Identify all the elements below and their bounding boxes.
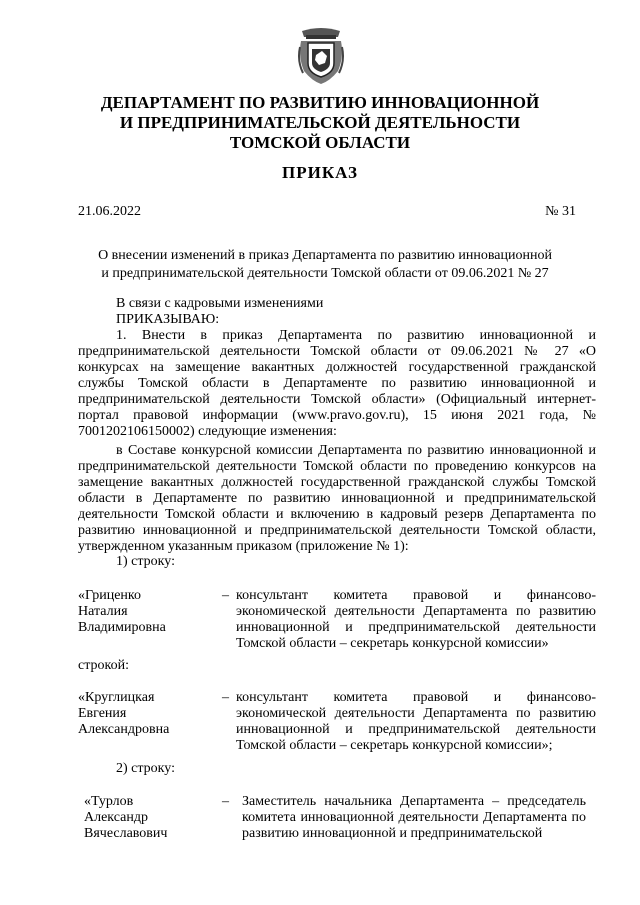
- order-word: ПРИКАЗЫВАЮ:: [116, 312, 220, 327]
- subject-line-2: и предпринимательской деятельности Томской области от 09.06.2021 № 27: [101, 266, 549, 281]
- organization-line-2: И ПРЕДПРИНИМАТЕЛЬСКОЙ ДЕЯТЕЛЬНОСТИ: [119, 113, 521, 132]
- item-1-paragraph: 1. Внести в приказ Департамента по развитию инновационной и предпринимательской деятельности Томской области от 09.06.2021 № 27 «О конкурсах на замещение вакантных должностей государственной гражданской службы Томской области в Департаменте по развитию инновационной и предпринимательской деятельности Томской области» (Официальный интернет-портал правовой информации (www.pravo.gov.ru), 15 июня 2021 года, № 7001202106150002) следующие изменения:: [78, 328, 596, 439]
- document-type: ПРИКАЗ: [282, 163, 358, 182]
- row1-patronymic: Владимировна: [78, 620, 166, 635]
- row1-first-name: Наталия: [78, 604, 128, 619]
- row1-dash: –: [222, 588, 229, 603]
- organization-line-1: ДЕПАРТАМЕНТ ПО РАЗВИТИЮ ИННОВАЦИОННОЙ: [100, 93, 540, 112]
- row1-name: [78, 588, 166, 636]
- row3-position: Заместитель начальника Департамента – председатель комитета инновационной деятельности Департамента по развитию инновационной и предпринимательской: [242, 794, 586, 841]
- row3-name: [84, 794, 167, 842]
- row2-surname: «Круглицкая: [78, 690, 155, 705]
- row2-patronymic: Александровна: [78, 722, 170, 737]
- reason-text: В связи с кадровыми изменениями: [116, 296, 324, 311]
- document-subject: [90, 247, 560, 283]
- sub-item-2-label: 2) строку:: [116, 761, 175, 776]
- row1-surname: «Гриценко: [78, 588, 141, 603]
- coat-of-arms-icon: [298, 27, 344, 85]
- row3-patronymic: Вячеславович: [84, 826, 168, 841]
- row1-position: консультант комитета правовой и финансово-экономической деятельности Департамента по развитию инновационной и предпринимательской деятельности Томской области – секретарь конкурсной комиссии»: [236, 588, 596, 651]
- document-number: № 31: [545, 204, 576, 219]
- organization-line-3: ТОМСКОЙ ОБЛАСТИ: [229, 133, 411, 152]
- replace-word: строкой:: [78, 658, 129, 673]
- row3-first-name: Александр: [84, 810, 148, 825]
- sub-item-1-label: 1) строку:: [116, 554, 175, 569]
- row3-surname: «Турлов: [84, 794, 134, 809]
- row2-dash: –: [222, 690, 229, 705]
- subject-line-1: О внесении изменений в приказ Департамента по развитию инновационной: [98, 248, 552, 263]
- row2-name: [78, 690, 169, 738]
- row2-position: консультант комитета правовой и финансово-экономической деятельности Департамента по развитию инновационной и предпринимательской деятельности Томской области – секретарь конкурсной комиссии»;: [236, 690, 596, 753]
- row3-dash: –: [222, 794, 229, 809]
- row2-first-name: Евгения: [78, 706, 127, 721]
- document-date: 21.06.2022: [78, 204, 141, 219]
- composition-paragraph: в Составе конкурсной комиссии Департамента по развитию инновационной и предпринимательской деятельности Томской области по проведению конкурсов на замещение вакантных должностей государственной гражданской службы Томской области в Департаменте по развитию инновационной и предпринимательской деятельности Томской области и включению в кадровый резерв Департамента по развитию инновационной и предпринимательской деятельности Томской области, утвержденном указанным приказом (приложение № 1):: [78, 443, 596, 554]
- organization-name: [60, 93, 580, 153]
